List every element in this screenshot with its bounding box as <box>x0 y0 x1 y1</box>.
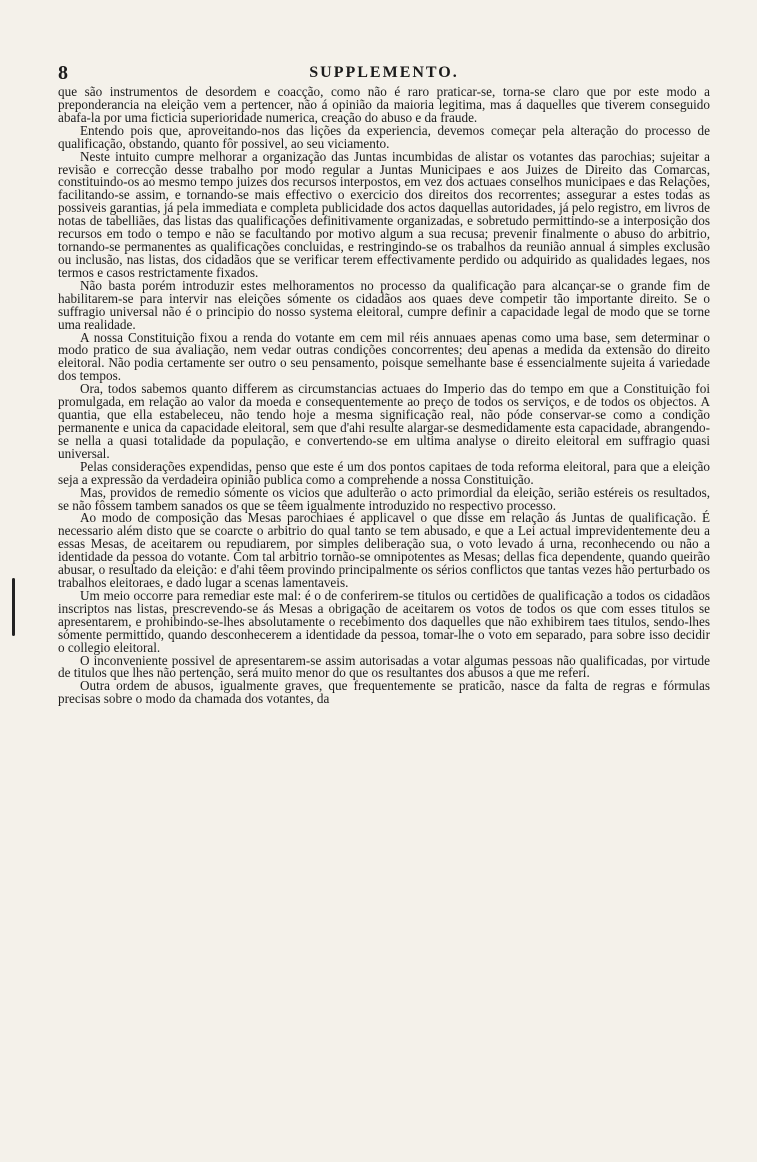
paragraph: O inconveniente possivel de apresentarem-se assim autorisadas a votar algumas pessoas não qualificadas, por virtude de titulos que lhes não pertenção, será muito menor do que os resultantes dos abusos a que me referi. <box>58 652 710 681</box>
paragraph: Outra ordem de abusos, igualmente graves, que frequentemente se praticão, nasce da falta de regras e fórmulas precisas sobre o modo da chamada dos votantes, da <box>58 678 710 707</box>
running-head-title: SUPPLEMENTO. <box>309 64 459 81</box>
paragraph: Não basta porém introduzir estes melhoramentos no processo da qualificação para alcançar-se o grande fim de habilitarem-se para intervir nas eleições sómente os cidadãos aos quaes deve competir tão importante direito. Se o suffragio universal não é o principio do nosso systema eleitoral, cumpre definir a capacidade legal de modo que se torne uma realidade. <box>58 277 710 332</box>
paragraph: Pelas considerações expendidas, penso que este é um dos pontos capitaes de toda reforma eleitoral, para que a eleição seja a expressão da verdadeira opinião publica como a comprehende a nossa Constituição. <box>58 458 710 487</box>
document-page <box>58 62 710 706</box>
margin-line-mark <box>12 578 15 636</box>
page-header <box>58 62 710 84</box>
page-number: 8 <box>58 62 68 84</box>
paragraph: Mas, providos de remedio sómente os vicios que adulterão o acto primordial da eleição, serião estéreis os resultados, se não fôssem tambem sanados os que se têem igualmente introduzido no respectivo processo. <box>58 484 710 513</box>
paragraph: que são instrumentos de desordem e coacção, como não é raro praticar-se, torna-se claro que por este modo a preponderancia na eleição vem a pertencer, não á opinião da maioria legitima, mas á daquelles que tiverem conseguido abafa-la por uma ficticia superioridade numerica, creação do abuso e da fraude. <box>58 84 710 125</box>
paragraph: Neste intuito cumpre melhorar a organização das Juntas incumbidas de alistar os votantes das parochias; sujeitar a revisão e correcção desse trabalho por modo regular a Juntas Municipaes e aos Juizes de Direito das Comarcas, constituindo-os ao mesmo tempo juizes dos recursos interpostos, em vez dos actuaes conselhos municipaes e das Relações, facilitando-se assim, e tornando-se mais effectivo o exercicio dos direitos dos recorrentes; assegurar a estes todas as possiveis garantias, já pela immediata e completa publicidade dos actos daquellas autoridades, já pelo registro, em livros de notas de tabelliães, das listas das qualificações definitivamente organizadas, e sobretudo permittindo-se a interposição dos recursos em todo o tempo e não se facultando por motivo algum a sua recusa; prevenir finalmente o abuso do arbitrio, tornando-se permanentes as qualificações concluidas, e restringindo-se os trabalhos da reunião annual á simples exclusão ou inclusão, nas listas, dos cidadãos que se verificar terem effectivamente perdido ou adquirido as qualidades legaes, nos termos e casos restrictamente fixados. <box>58 148 710 280</box>
body-text <box>58 86 710 706</box>
paragraph: Ao modo de composição das Mesas parochiaes é applicavel o que disse em relação ás Juntas de qualificação. É necessario além disto que se coarcte o arbitrio do qual tanto se tem abusado, e que a Lei actual imprevidentemente deu a essas Mesas, de aceitarem ou repudiarem, por simples deliberação sua, o voto levado á urna, reconhecendo ou não a identidade da pessoa do votante. Com tal arbitrio tornão-se omnipotentes as Mesas; dellas fica dependente, quando queirão abusar, o resultado da eleição: e d'ahi têem provindo principalmente os sérios conflictos que tantas vezes hão perturbado os trabalhos eleitoraes, e dado lugar a scenas lamentaveis. <box>58 510 710 591</box>
paragraph: Ora, todos sabemos quanto differem as circumstancias actuaes do Imperio das do tempo em que a Constituição foi promulgada, em relação ao valor da moeda e consequentemente ao preço de todos os serviços, e de todos os objectos. A quantia, que ella estabeleceu, não tendo hoje a mesma significação real, não póde conservar-se como a condição permanente e unica da capacidade eleitoral, sem que d'ahi resulte alargar-se desmedidamente esta capacidade, abrangendo-se nella a quasi totalidade da população, e convertendo-se em ultima analyse o direito eleitoral em suffragio quasi universal. <box>58 381 710 461</box>
paragraph: Entendo pois que, aproveitando-nos das lições da experiencia, devemos começar pela alteração do processo de qualificação, obstando, quanto fôr possivel, ao seu viciamento. <box>58 122 710 151</box>
paragraph: A nossa Constituição fixou a renda do votante em cem mil réis annuaes apenas como uma base, sem determinar o modo pratico de sua avaliação, nem vedar outras condições concorrentes; deu apenas a medida da extensão do direito eleitoral. Não podia certamente ser outro o seu pensamento, poisque semelhante base é essencialmente sujeita á variedade dos tempos. <box>58 329 710 384</box>
paragraph: Um meio occorre para remediar este mal: é o de conferirem-se titulos ou certidões de qualificação a todos os cidadãos inscriptos nas listas, prescrevendo-se ás Mesas a obrigação de aceitarem os votos de todos os que com esses titulos se apresentarem, e prohibindo-se-lhes absolutamente o recebimento dos daquelles que não exhibirem taes titulos, sendo-lhes sómente permittido, quando desconhecerem a identidade da pessoa, tomar-lhe o voto em separado, para sobre isso decidir o collegio eleitoral. <box>58 587 710 655</box>
